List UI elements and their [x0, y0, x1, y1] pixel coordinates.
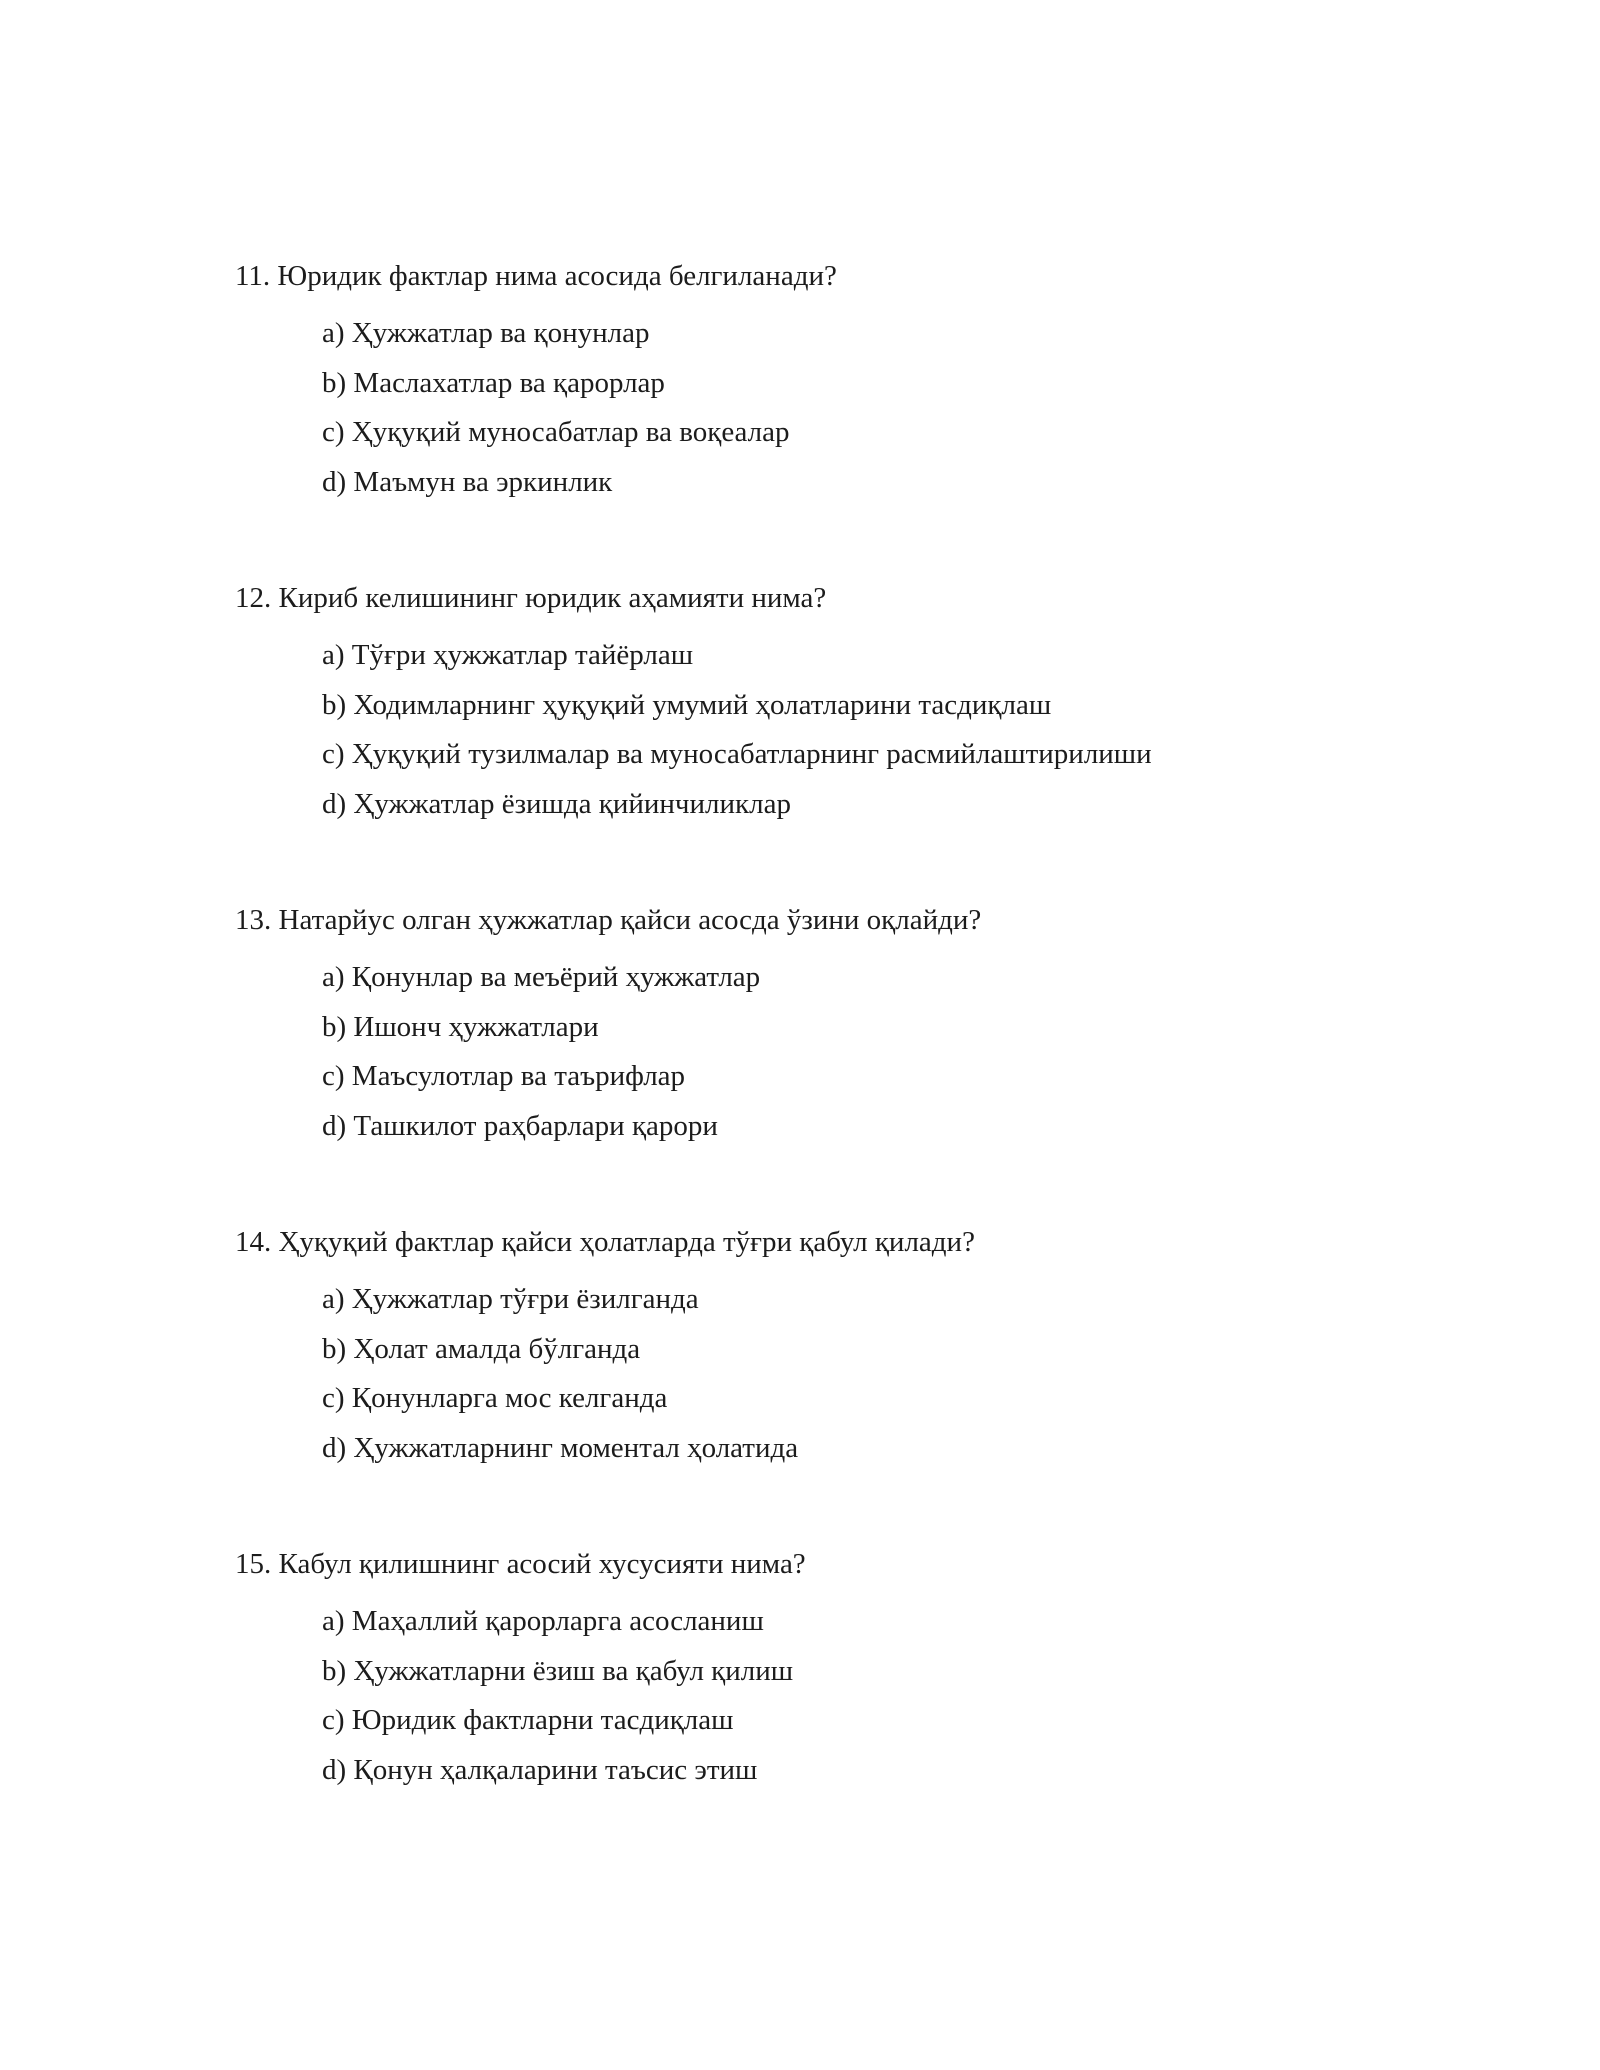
question-text: 11. Юридик фактлар нима асосида белгиланади? — [235, 260, 837, 292]
answer-option-b: b) Ҳолат амалда бўлганда — [322, 1332, 641, 1365]
answer-option-d: d) Қонун ҳалқаларини таъсис этиш — [322, 1753, 758, 1786]
question-text: 15. Кабул қилишнинг асосий хусусияти нима? — [235, 1548, 806, 1580]
answer-option-d: d) Ташкилот раҳбарлари қарори — [322, 1109, 718, 1142]
answer-option-c: c) Ҳуқуқий муносабатлар ва воқеалар — [322, 416, 790, 448]
answer-options — [322, 960, 1472, 1158]
answer-option-d: d) Маъмун ва эркинлик — [322, 465, 613, 498]
answer-options — [322, 1604, 1472, 1802]
answer-option-a: a) Қонунлар ва меъёрий ҳужжатлар — [322, 961, 761, 993]
answer-option-b: b) Маслахатлар ва қарорлар — [322, 366, 665, 399]
answer-options — [322, 316, 1472, 514]
answer-option-b: b) Ишонч ҳужжатлари — [322, 1010, 599, 1043]
question-14 — [235, 1225, 1385, 1464]
answer-option-a: a) Тўғри ҳужжатлар тайёрлаш — [322, 639, 694, 671]
question-15 — [235, 1547, 1385, 1786]
answer-option-a: a) Ҳужжатлар тўғри ёзилганда — [322, 1283, 699, 1315]
answer-option-a: a) Ҳужжатлар ва қонунлар — [322, 317, 650, 349]
question-12 — [235, 581, 1385, 820]
answer-option-c: c) Қонунларга мос келганда — [322, 1382, 668, 1414]
question-text: 14. Ҳуқуқий фактлар қайси ҳолатларда тўғри қабул қилади? — [235, 1226, 975, 1258]
answer-options — [322, 1282, 1472, 1480]
question-11 — [235, 259, 1385, 498]
answer-option-c: c) Юридик фактларни тасдиқлаш — [322, 1704, 734, 1736]
question-13 — [235, 903, 1385, 1142]
question-text: 13. Натарйус олган ҳужжатлар қайси асосда ўзини оқлайди? — [235, 904, 982, 936]
answer-option-c: c) Ҳуқуқий тузилмалар ва муносабатларнинг расмийлаштирилиши — [322, 738, 1152, 770]
answer-option-d: d) Ҳужжатларнинг моментал ҳолатида — [322, 1431, 799, 1464]
answer-option-b: b) Ходимларнинг ҳуқуқий умумий ҳолатларини тасдиқлаш — [322, 688, 1052, 721]
answer-option-d: d) Ҳужжатлар ёзишда қийинчиликлар — [322, 787, 791, 820]
answer-option-c: c) Маъсулотлар ва таърифлар — [322, 1060, 686, 1092]
answer-option-a: a) Маҳаллий қарорларга асосланиш — [322, 1605, 764, 1637]
answer-options — [322, 638, 1472, 836]
question-text: 12. Кириб келишининг юридик аҳамияти нима? — [235, 582, 827, 614]
answer-option-b: b) Ҳужжатларни ёзиш ва қабул қилиш — [322, 1654, 794, 1687]
